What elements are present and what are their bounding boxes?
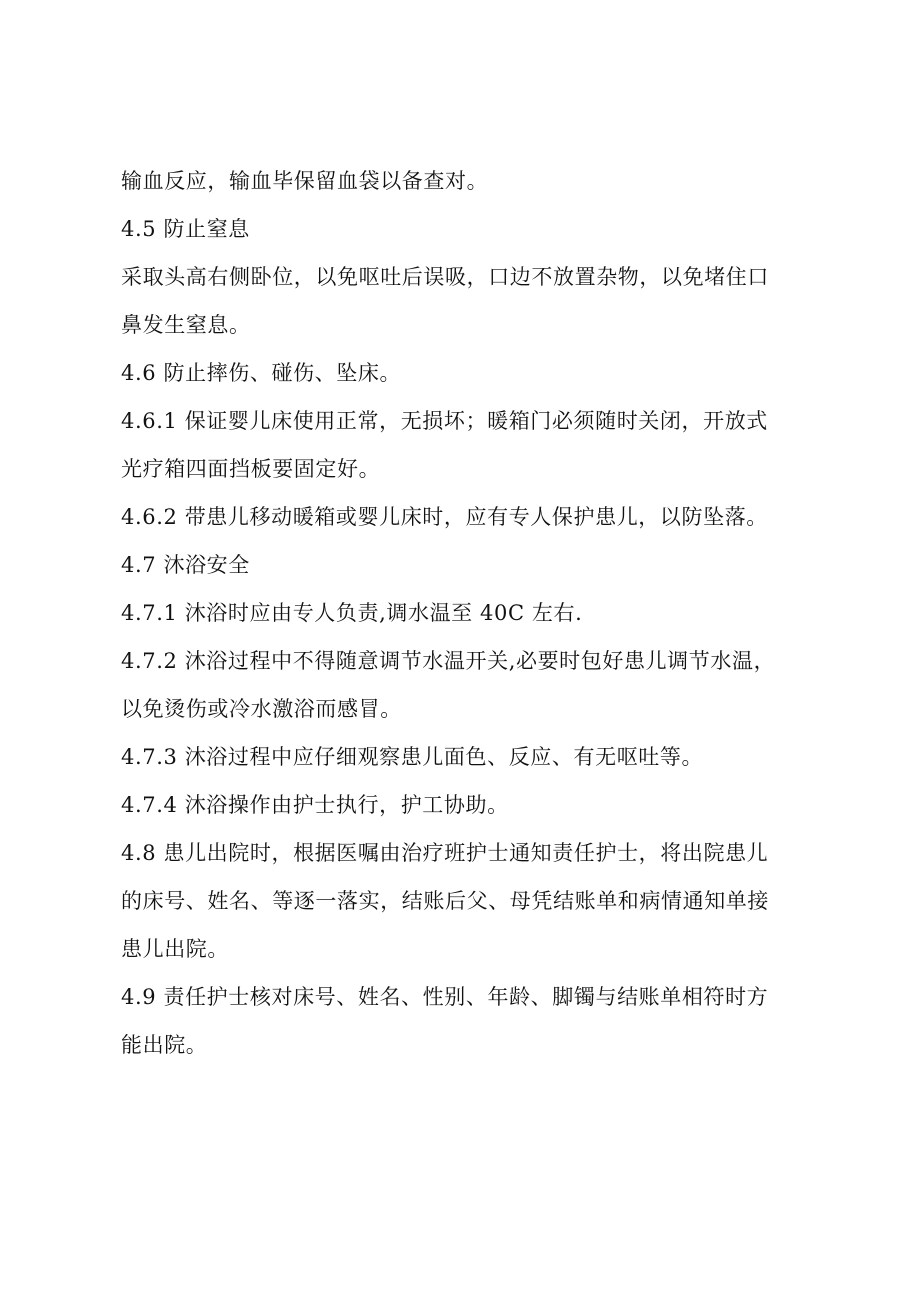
text-line: 能出院。 — [121, 1033, 208, 1057]
text-line: 4.6.1 保证婴儿床使用正常，无损坏；暖箱门必须随时关闭，开放式 — [121, 409, 768, 433]
text-line: 4.6.2 带患儿移动暖箱或婴儿床时，应有专人保护患儿，以防坠落。 — [121, 505, 768, 529]
text-line: 4.9 责任护士核对床号、姓名、性别、年龄、脚镯与结账单相符时方 — [121, 985, 769, 1009]
section-heading: 4.5 防止窒息 — [121, 217, 250, 241]
text-line: 的床号、姓名、等逐一落实，结账后父、母凭结账单和病情通知单接 — [121, 889, 769, 913]
text-line: 光疗箱四面挡板要固定好。 — [121, 457, 381, 481]
text-line: 输血反应，输血毕保留血袋以备查对。 — [121, 169, 489, 193]
document-body — [121, 157, 841, 1069]
section-heading: 4.7 沐浴安全 — [121, 553, 250, 577]
text-line: 4.7.1 沐浴时应由专人负责,调水温至 40C 左右. — [121, 601, 583, 625]
text-line: 4.7.2 沐浴过程中不得随意调节水温开关,必要时包好患儿调节水温， — [121, 649, 776, 673]
text-line: 4.8 患儿出院时，根据医嘱由治疗班护士通知责任护士，将出院患儿 — [121, 841, 769, 865]
section-heading: 4.6 防止摔伤、碰伤、坠床。 — [121, 361, 402, 385]
text-line: 患儿出院。 — [121, 937, 229, 961]
text-line: 鼻发生窒息。 — [121, 313, 251, 337]
text-line: 4.7.4 沐浴操作由护士执行，护工协助。 — [121, 793, 509, 817]
text-line: 采取头高右侧卧位，以免呕吐后误吸，口边不放置杂物，以免堵住口 — [121, 265, 769, 289]
text-line: 4.7.3 沐浴过程中应仔细观察患儿面色、反应、有无呕吐等。 — [121, 745, 704, 769]
text-line: 以免烫伤或冷水激浴而感冒。 — [121, 697, 402, 721]
